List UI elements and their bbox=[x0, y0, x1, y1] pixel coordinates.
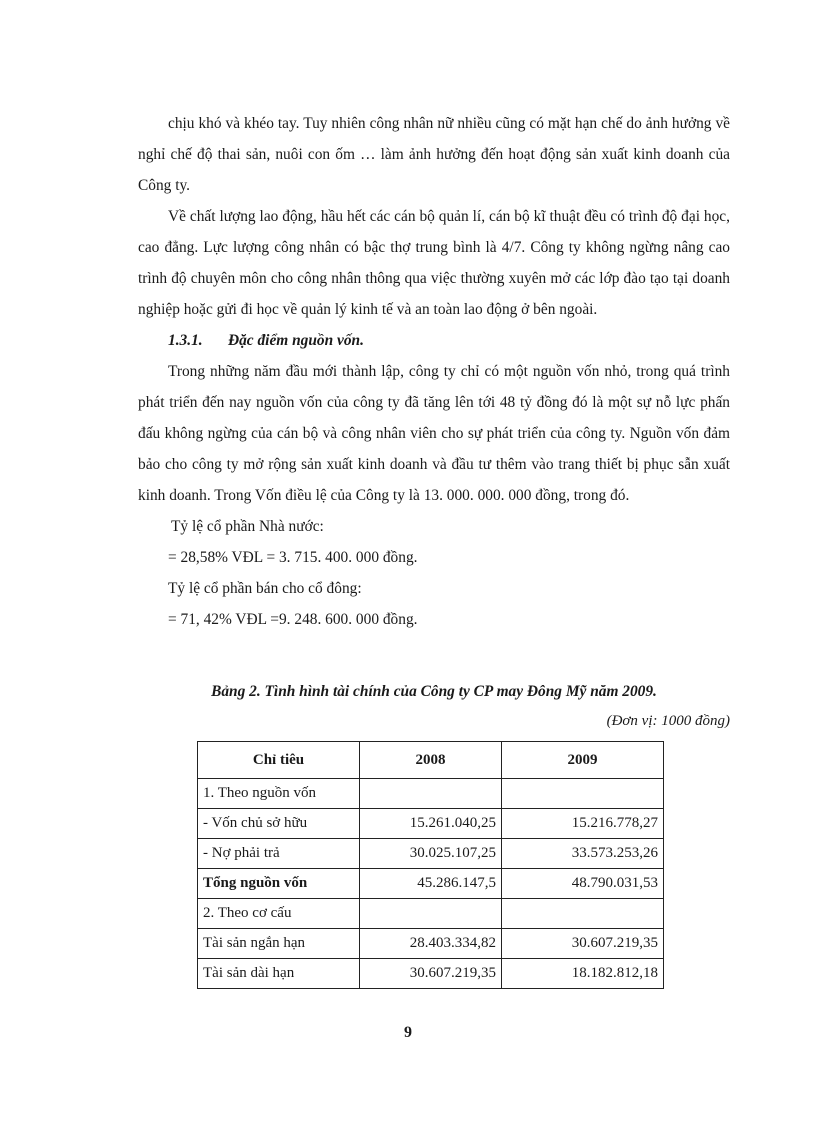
table-caption: Bảng 2. Tình hình tài chính của Công ty CP may Đông Mỹ năm 2009. bbox=[211, 683, 657, 700]
cell-2008 bbox=[360, 779, 502, 809]
table-header-row bbox=[198, 742, 664, 779]
paragraph-labor-quality: Về chất lượng lao động, hầu hết các cán bộ quản lí, cán bộ kĩ thuật đều có trình độ đại học, cao đẳng. Lực lượng công nhân có bậc thợ trung bình là 4/7. Công ty không ngừng nâng cao trình độ chuyên môn cho công nhân thông qua việc thường xuyên mở các lớp đào tạo tại doanh nghiệp hoặc gửi đi học về quản lý kinh tế và an toàn lao động ở bên ngoài. bbox=[138, 208, 730, 318]
cell-2009 bbox=[502, 779, 664, 809]
cell-2008: 30.025.107,25 bbox=[360, 839, 502, 869]
cell-2009: 48.790.031,53 bbox=[502, 869, 664, 899]
table-row bbox=[198, 959, 664, 989]
row-label: Tổng nguồn vốn bbox=[198, 869, 360, 899]
row-label: Tài sản dài hạn bbox=[198, 959, 360, 989]
row-label: 1. Theo nguồn vốn bbox=[198, 779, 360, 809]
table-unit: (Đơn vị: 1000 đồng) bbox=[606, 713, 730, 729]
page-number: 9 bbox=[404, 1024, 412, 1041]
table-row bbox=[198, 779, 664, 809]
cell-2009: 18.182.812,18 bbox=[502, 959, 664, 989]
table-row-total bbox=[198, 869, 664, 899]
cell-2009: 30.607.219,35 bbox=[502, 929, 664, 959]
cell-2008 bbox=[360, 899, 502, 929]
header-2008: 2008 bbox=[360, 742, 502, 779]
cell-2009 bbox=[502, 899, 664, 929]
body-text bbox=[138, 108, 730, 635]
row-label: - Vốn chủ sở hữu bbox=[198, 809, 360, 839]
section-title: Đặc điểm nguồn vốn. bbox=[228, 332, 364, 349]
financial-table bbox=[197, 741, 664, 989]
table-row bbox=[198, 929, 664, 959]
table-row bbox=[198, 839, 664, 869]
row-label: Tài sản ngắn hạn bbox=[198, 929, 360, 959]
cell-2009: 33.573.253,26 bbox=[502, 839, 664, 869]
cell-2008: 30.607.219,35 bbox=[360, 959, 502, 989]
cell-2008: 45.286.147,5 bbox=[360, 869, 502, 899]
paragraph-workforce-gender: chịu khó và khéo tay. Tuy nhiên công nhân nữ nhiều cũng có mặt hạn chế do ảnh hưởng về nghỉ chế độ thai sản, nuôi con ốm … làm ảnh hưởng đến hoạt động sản xuất kinh doanh của Công ty. bbox=[138, 115, 730, 194]
section-heading bbox=[138, 325, 730, 356]
state-share-value: = 28,58% VĐL = 3. 715. 400. 000 đồng. bbox=[168, 549, 418, 566]
cell-2009: 15.216.778,27 bbox=[502, 809, 664, 839]
header-indicator: Chỉ tiêu bbox=[198, 742, 360, 779]
public-share-label: Tỷ lệ cổ phần bán cho cổ đông: bbox=[168, 580, 362, 597]
public-share-value: = 71, 42% VĐL =9. 248. 600. 000 đồng. bbox=[168, 611, 418, 628]
table-row bbox=[198, 809, 664, 839]
state-share-label: Tỷ lệ cổ phần Nhà nước: bbox=[171, 518, 324, 535]
header-2009: 2009 bbox=[502, 742, 664, 779]
cell-2008: 15.261.040,25 bbox=[360, 809, 502, 839]
row-label: - Nợ phải trả bbox=[198, 839, 360, 869]
row-label: 2. Theo cơ cấu bbox=[198, 899, 360, 929]
cell-2008: 28.403.334,82 bbox=[360, 929, 502, 959]
section-number: 1.3.1. bbox=[168, 332, 203, 349]
paragraph-capital: Trong những năm đầu mới thành lập, công ty chỉ có một nguồn vốn nhỏ, trong quá trình phát triển đến nay nguồn vốn của công ty đã tăng lên tới 48 tỷ đồng đó là một sự nỗ lực phấn đấu không ngừng của cán bộ và công nhân viên cho sự phát triển của công ty. Nguồn vốn đảm bảo cho công ty mở rộng sản xuất kinh doanh và đầu tư thêm vào trang thiết bị phục sẫn xuất kinh doanh. Trong Vốn điều lệ của Công ty là 13. 000. 000. 000 đồng, trong đó. bbox=[138, 363, 730, 504]
table-row bbox=[198, 899, 664, 929]
